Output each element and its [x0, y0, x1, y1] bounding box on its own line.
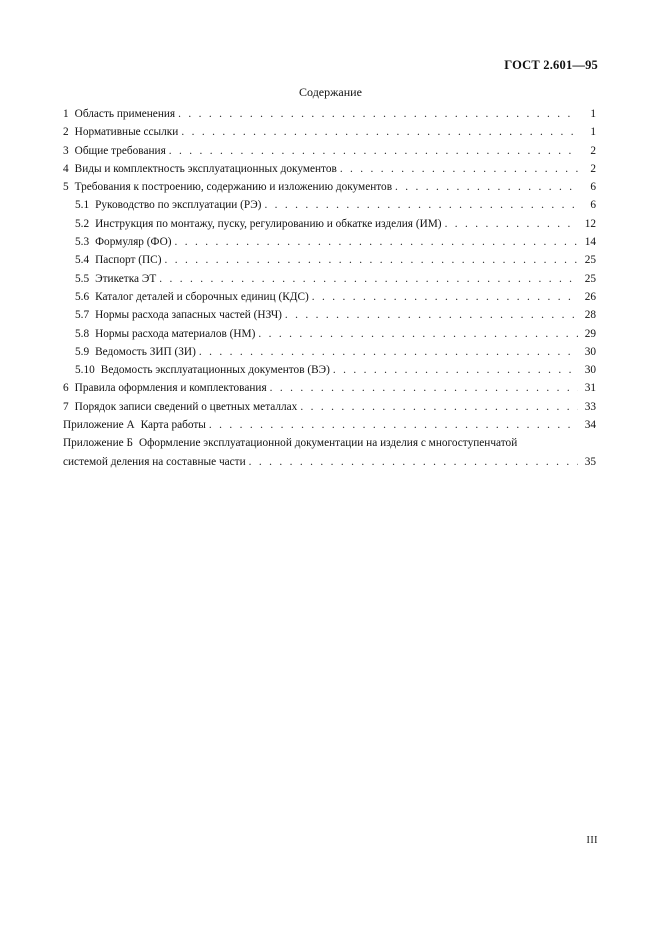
leader-dots [249, 456, 578, 468]
toc-entry-page: 29 [584, 327, 596, 340]
leader-dots [178, 108, 578, 120]
toc-entry-title: Карта работы [140, 419, 206, 432]
toc-entry-number: 5 [63, 181, 69, 194]
toc-entry-title: Инструкция по монтажу, пуску, регулированию и обкатке изделия (ИМ) [95, 217, 442, 230]
leader-dots [395, 181, 578, 193]
toc-entry-4[interactable] [63, 163, 596, 181]
leader-dots [209, 419, 578, 431]
leader-dots [270, 382, 578, 394]
toc-entry-page: 35 [584, 455, 596, 468]
leader-dots [312, 291, 578, 303]
toc-entry-page: 12 [584, 217, 596, 230]
toc-entry-number: 5.6 [75, 290, 90, 303]
toc-entry-title: Виды и комплектность эксплуатационных документов [74, 162, 337, 175]
toc-entry-title: Руководство по эксплуатации (РЭ) [95, 199, 262, 212]
toc-entry-5-5[interactable] [63, 273, 596, 291]
toc-title: Содержание [299, 85, 362, 99]
leader-dots [199, 346, 578, 358]
toc-entry-appendix-a[interactable] [63, 419, 596, 437]
toc-entry-number: 6 [63, 382, 69, 395]
toc-entry-number: Приложение Б [63, 437, 133, 450]
toc-entry-title-line2: системой деления на составные части [63, 455, 246, 468]
toc-entry-title: Формуляр (ФО) [95, 236, 172, 249]
page-number: III [586, 835, 598, 846]
leader-dots [181, 126, 578, 138]
leader-dots [333, 364, 578, 376]
toc-entry-number: 5.2 [75, 217, 90, 230]
leader-dots [340, 163, 578, 175]
document-code: ГОСТ 2.601—95 [504, 58, 598, 72]
toc-entry-number: 7 [63, 400, 69, 413]
toc-entry-title: Нормы расхода материалов (НМ) [95, 327, 256, 340]
toc-entry-title: Общие требования [74, 144, 166, 157]
toc-entry-page: 34 [584, 419, 596, 432]
toc-entry-number: 5.4 [75, 254, 90, 267]
toc-entry-title: Ведомость эксплуатационных документов (ВЭ) [100, 364, 330, 377]
leader-dots [300, 401, 578, 413]
toc-entry-number: 5.10 [75, 364, 95, 377]
toc-entry-number: 5.8 [75, 327, 90, 340]
toc-entry-5-10[interactable] [63, 364, 596, 382]
toc-entry-page: 6 [590, 199, 596, 212]
toc-entry-page: 1 [590, 108, 596, 120]
toc-entry-title-line1: Оформление эксплуатационной документации на изделия с многоступенчатой [138, 437, 518, 450]
toc-entry-number: 5.1 [75, 199, 90, 212]
toc-entry-page: 14 [584, 236, 596, 249]
toc-entry-title: Нормы расхода запасных частей (НЗЧ) [95, 309, 282, 322]
toc-entry-page: 2 [590, 162, 596, 175]
leader-dots [169, 145, 578, 157]
toc-entry-title: Порядок записи сведений о цветных металлах [74, 400, 298, 413]
toc-entry-number: 5.3 [75, 236, 90, 249]
toc-entry-number: 3 [63, 144, 69, 157]
toc-entry-5-1[interactable] [63, 199, 596, 217]
toc-entry-number: 1 [63, 108, 69, 120]
toc-entry-title: Область применения [74, 108, 176, 120]
toc-entry-page: 25 [584, 272, 596, 285]
toc-entry-title: Требования к построению, содержанию и изложению документов [74, 181, 393, 194]
toc-entry-page: 2 [590, 144, 596, 157]
toc-entry-title: Каталог деталей и сборочных единиц (КДС) [95, 290, 309, 303]
toc-entry-title: Этикетка ЭТ [95, 272, 157, 285]
toc-entry-appendix-b[interactable] [63, 437, 596, 474]
toc-entry-title: Нормативные ссылки [74, 126, 179, 139]
toc-entry-5-3[interactable] [63, 236, 596, 254]
leader-dots [285, 309, 578, 321]
toc-entry-number: Приложение А [63, 419, 135, 432]
toc-entry-number: 2 [63, 126, 69, 139]
leader-dots [164, 254, 578, 266]
toc-entry-number: 5.9 [75, 345, 90, 358]
leader-dots [264, 199, 578, 211]
leader-dots [159, 273, 578, 285]
leader-dots [445, 218, 578, 230]
toc-entry-5-7[interactable] [63, 309, 596, 327]
toc-entry-title: Правила оформления и комплектования [74, 382, 267, 395]
toc-entry-7[interactable] [63, 401, 596, 419]
toc-entry-title: Ведомость ЗИП (ЗИ) [95, 345, 196, 358]
toc-entry-page: 30 [584, 364, 596, 377]
toc-entry-3[interactable] [63, 145, 596, 163]
toc-entry-number: 4 [63, 162, 69, 175]
toc-entry-page: 25 [584, 254, 596, 267]
leader-dots [175, 236, 578, 248]
toc-entry-page: 31 [584, 382, 596, 395]
toc-entry-number: 5.7 [75, 309, 90, 322]
toc-entry-6[interactable] [63, 382, 596, 400]
toc-entry-number: 5.5 [75, 272, 90, 285]
toc-entry-page: 28 [584, 309, 596, 322]
toc-entry-2[interactable] [63, 126, 596, 144]
toc-entry-5-8[interactable] [63, 328, 596, 346]
toc-entry-title: Паспорт (ПС) [95, 254, 162, 267]
toc-entry-page: 30 [584, 345, 596, 358]
toc-entry-5-9[interactable] [63, 346, 596, 364]
toc-entry-5[interactable] [63, 181, 596, 199]
toc-entry-page: 26 [584, 290, 596, 303]
toc-entry-page: 6 [590, 181, 596, 194]
toc-entry-5-4[interactable] [63, 254, 596, 272]
toc-entry-page: 1 [590, 126, 596, 139]
toc-entry-1[interactable] [63, 108, 596, 126]
table-of-contents [63, 108, 596, 474]
leader-dots [258, 328, 578, 340]
toc-entry-5-6[interactable] [63, 291, 596, 309]
toc-entry-page: 33 [584, 400, 596, 413]
toc-entry-5-2[interactable] [63, 218, 596, 236]
